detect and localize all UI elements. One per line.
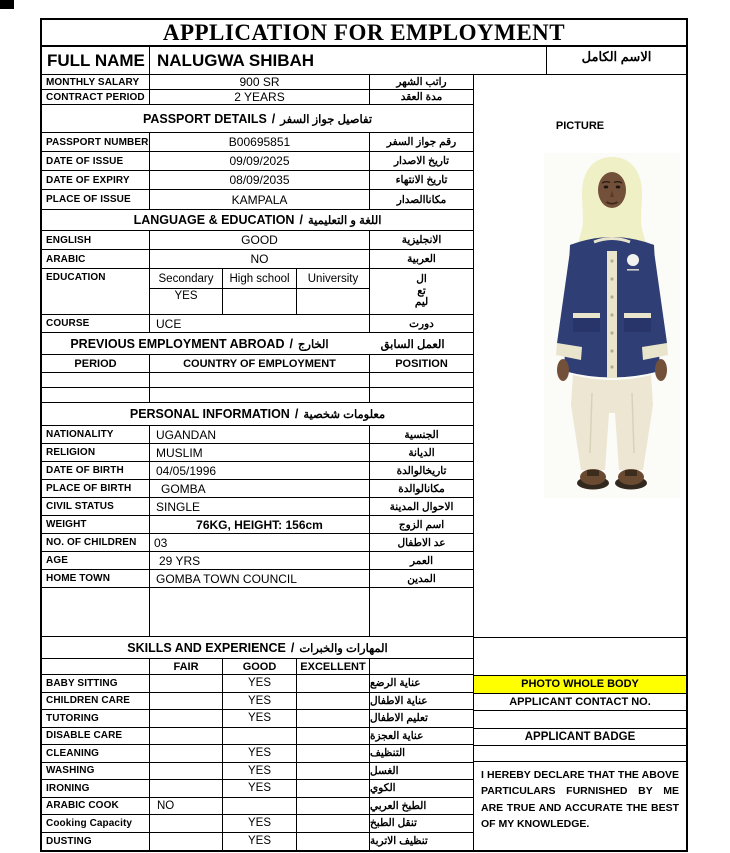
skill-label-arabic: عناية العجزة	[370, 729, 424, 742]
applicant-photo-figure	[544, 153, 680, 498]
applicant-photo	[544, 153, 680, 503]
education-row	[42, 269, 473, 315]
position-column-header: POSITION	[395, 357, 448, 370]
place-of-issue-value: KAMPALA	[150, 190, 370, 209]
education-level-secondary: Secondary	[150, 269, 223, 288]
empty-period-cell	[42, 388, 150, 402]
skill-label: CLEANING	[42, 745, 150, 762]
date-of-birth-label: DATE OF BIRTH	[42, 462, 150, 479]
education-arabic-line3: ليم	[414, 296, 429, 309]
civil-status-label: CIVIL STATUS	[42, 498, 150, 515]
previous-employment-empty-row-1	[42, 373, 473, 388]
skill-excellent	[297, 745, 370, 762]
empty-cell	[42, 588, 150, 636]
course-row	[42, 315, 473, 333]
skills-experience-header-en: SKILLS AND EXPERIENCE	[127, 640, 286, 655]
slash: /	[271, 111, 276, 126]
skill-row-children-care	[42, 693, 473, 711]
education-level-university: University	[297, 269, 370, 288]
home-town-label: HOME TOWN	[42, 570, 150, 587]
course-label-arabic: دورت	[409, 317, 434, 330]
education-levels	[150, 269, 370, 314]
skill-fair	[150, 780, 223, 797]
excellent-column-header: EXCELLENT	[297, 659, 370, 674]
religion-label-arabic: الديانة	[408, 446, 435, 459]
skill-label-arabic: الطبخ العربي	[370, 799, 427, 812]
skill-label: Cooking Capacity	[42, 815, 150, 832]
full-name-value: NALUGWA SHIBAH	[150, 47, 547, 74]
empty-cell	[150, 588, 370, 636]
skill-label: DUSTING	[42, 833, 150, 851]
slash: /	[289, 336, 293, 351]
skill-row-cleaning	[42, 745, 473, 763]
form-title	[42, 20, 686, 47]
skill-label-arabic: تعليم الاطفال	[370, 712, 428, 725]
declaration-text: I HEREBY DECLARE THAT THE ABOVE PARTICULARS FURNISHED BY ME ARE TRUE AND ACCURATE THE BEST OF MY KNOWLEDGE.	[481, 769, 679, 830]
place-of-birth-row	[42, 480, 473, 498]
badge-empty-row	[474, 746, 686, 762]
english-value: GOOD	[150, 231, 370, 249]
contract-period-value: 2 YEARS	[150, 90, 370, 104]
language-education-header-en: LANGUAGE & EDUCATION	[133, 213, 295, 227]
education-arabic-line2: تع	[417, 284, 426, 297]
children-row	[42, 534, 473, 552]
employment-application-form	[40, 18, 688, 852]
skill-fair: NO	[150, 798, 223, 815]
empty-position-cell	[370, 373, 473, 387]
nationality-row	[42, 426, 473, 444]
age-label: AGE	[42, 552, 150, 569]
skill-good: YES	[223, 710, 297, 727]
arabic-value: NO	[150, 250, 370, 268]
personal-information-header	[42, 403, 473, 426]
date-of-birth-row	[42, 462, 473, 480]
skill-label: BABY SITTING	[42, 675, 150, 692]
previous-employment-header-ar-b: العمل السابق	[380, 338, 445, 351]
skill-good: YES	[223, 815, 297, 832]
good-column-header: GOOD	[223, 659, 297, 674]
previous-employment-empty-row-2	[42, 388, 473, 403]
skill-excellent	[297, 675, 370, 692]
english-label-arabic: الانجليزية	[401, 234, 442, 246]
arabic-label-arabic: العربية	[407, 253, 436, 265]
skill-fair	[150, 815, 223, 832]
monthly-salary-value: 900 SR	[150, 75, 370, 89]
date-of-issue-label-arabic: تاريخ الاصدار	[393, 155, 450, 167]
english-row	[42, 231, 473, 250]
date-of-expiry-label: DATE OF EXPIRY	[42, 171, 150, 189]
place-of-birth-value: GOMBA	[150, 480, 370, 497]
nationality-label-arabic: الجنسية	[404, 428, 439, 441]
home-town-value: GOMBA TOWN COUNCIL	[150, 570, 370, 587]
skill-excellent	[297, 710, 370, 727]
age-value: 29 YRS	[150, 552, 370, 569]
slash: /	[299, 213, 303, 227]
skill-label-arabic: عناية الاطفال	[370, 694, 428, 707]
skill-good: YES	[223, 780, 297, 797]
skill-excellent	[297, 798, 370, 815]
page-corner-mark	[0, 0, 14, 9]
country-column-header: COUNTRY OF EMPLOYMENT	[150, 355, 370, 372]
monthly-salary-label: MONTHLY SALARY	[42, 75, 150, 89]
nationality-label: NATIONALITY	[42, 426, 150, 443]
full-name-label: FULL NAME	[42, 47, 150, 74]
arabic-row	[42, 250, 473, 269]
skill-good: YES	[223, 833, 297, 851]
weight-label-arabic: اسم الزوج	[398, 518, 445, 531]
education-arabic-line1: ال	[416, 273, 427, 286]
skills-columns-row	[42, 659, 473, 675]
skill-label: WASHING	[42, 763, 150, 780]
place-of-issue-row	[42, 190, 473, 210]
education-answer-secondary: YES	[150, 289, 223, 314]
skill-label-arabic: التنظيف	[370, 747, 406, 760]
date-of-expiry-value: 08/09/2035	[150, 171, 370, 189]
skills-empty-header-cell	[42, 659, 150, 674]
skill-row-baby-sitting	[42, 675, 473, 693]
skill-good: YES	[223, 763, 297, 780]
religion-label: RELIGION	[42, 444, 150, 461]
skill-row-cooking-capacity	[42, 815, 473, 833]
monthly-salary-label-arabic: راتب الشهر	[396, 76, 447, 88]
age-row	[42, 552, 473, 570]
previous-employment-columns-row	[42, 355, 473, 373]
weight-label: WEIGHT	[42, 516, 150, 533]
skill-fair	[150, 675, 223, 692]
skill-label: CHILDREN CARE	[42, 693, 150, 710]
weight-row	[42, 516, 473, 534]
personal-information-header-ar: معلومات شخصية	[303, 409, 386, 421]
skill-label: DISABLE CARE	[42, 728, 150, 745]
slash: /	[290, 640, 295, 655]
slash: /	[294, 407, 299, 421]
empty-position-cell	[370, 388, 473, 402]
skill-label-arabic: تنقل الطبخ	[370, 817, 417, 830]
fair-column-header: FAIR	[150, 659, 223, 674]
passport-number-label: PASSPORT NUMBER	[42, 133, 150, 151]
date-of-birth-value: 04/05/1996	[150, 462, 370, 479]
course-value: UCE	[150, 315, 370, 332]
date-of-issue-row	[42, 152, 473, 171]
skills-empty-arabic-header-cell	[370, 659, 473, 674]
weight-value: 76KG, HEIGHT: 156cm	[150, 516, 370, 533]
education-level-answers	[150, 289, 370, 314]
skill-fair	[150, 710, 223, 727]
skill-good: YES	[223, 675, 297, 692]
photo-whole-body-banner: PHOTO WHOLE BODY	[474, 676, 686, 694]
education-answer-university	[297, 289, 370, 314]
religion-row	[42, 444, 473, 462]
arabic-label: ARABIC	[42, 250, 150, 268]
applicant-badge-row: APPLICANT BADGE	[474, 729, 686, 747]
contract-period-row	[42, 90, 473, 105]
place-of-issue-label: PLACE OF ISSUE	[42, 190, 150, 209]
contract-period-label-arabic: مدة العقد	[400, 91, 443, 103]
passport-details-header	[42, 105, 473, 133]
picture-label: PICTURE	[555, 120, 605, 132]
skill-row-washing	[42, 763, 473, 781]
monthly-salary-row	[42, 75, 473, 90]
skill-row-tutoring	[42, 710, 473, 728]
skill-row-arabic-cook	[42, 798, 473, 816]
empty-country-cell	[150, 373, 370, 387]
empty-period-cell	[42, 373, 150, 387]
form-title-text: APPLICATION FOR EMPLOYMENT	[162, 20, 566, 45]
skill-good	[223, 728, 297, 745]
skill-label-arabic: تنظيف الاتربة	[370, 835, 428, 848]
religion-value: MUSLIM	[150, 444, 370, 461]
form-left-column	[42, 75, 474, 850]
skill-excellent	[297, 833, 370, 851]
skills-experience-header-ar: المهارات والخبرات	[299, 642, 388, 655]
skill-label: ARABIC COOK	[42, 798, 150, 815]
place-of-birth-label: PLACE OF BIRTH	[42, 480, 150, 497]
date-of-expiry-row	[42, 171, 473, 190]
skill-excellent	[297, 693, 370, 710]
skill-fair	[150, 763, 223, 780]
children-label-arabic: عد الاطفال	[397, 536, 446, 549]
place-of-issue-label-arabic: مكاناالصدار	[396, 193, 447, 206]
contract-period-label: CONTRACT PERIOD	[42, 90, 150, 104]
skill-row-ironing	[42, 780, 473, 798]
skill-label-arabic: عناية الرضع	[370, 677, 421, 690]
children-value: 03	[150, 534, 370, 551]
education-label: EDUCATION	[42, 269, 150, 314]
civil-status-value: SINGLE	[150, 498, 370, 515]
language-education-header-ar: اللغة و التعليمية	[307, 215, 382, 227]
passport-number-label-arabic: رقم جواز السفر	[386, 136, 457, 148]
skill-excellent	[297, 728, 370, 745]
education-label-arabic	[370, 269, 473, 314]
full-name-row	[42, 47, 686, 75]
skill-fair	[150, 833, 223, 851]
previous-employment-header-ar-a: الخارج	[297, 338, 329, 351]
date-of-expiry-label-arabic: تاريخ الانتهاء	[395, 174, 448, 186]
skill-fair	[150, 745, 223, 762]
place-of-birth-label-arabic: مكانالوالدة	[398, 482, 445, 495]
empty-country-cell	[150, 388, 370, 402]
home-town-row	[42, 570, 473, 588]
empty-cell	[370, 588, 473, 636]
civil-status-label-arabic: الاحوال المدينة	[389, 500, 454, 513]
skill-label-arabic: الغسل	[370, 764, 399, 777]
skill-good: YES	[223, 745, 297, 762]
form-body	[42, 75, 686, 850]
passport-details-header-en: PASSPORT DETAILS	[142, 111, 267, 126]
skill-row-disable-care	[42, 728, 473, 746]
date-of-issue-label: DATE OF ISSUE	[42, 152, 150, 170]
form-right-column	[474, 75, 686, 850]
previous-employment-header	[42, 333, 473, 355]
period-column-header: PERIOD	[42, 355, 150, 372]
age-label-arabic: العمر	[409, 554, 434, 567]
course-label: COURSE	[42, 315, 150, 332]
skill-row-dusting	[42, 833, 473, 851]
skill-fair	[150, 693, 223, 710]
skill-label: IRONING	[42, 780, 150, 797]
date-of-birth-label-arabic: تاريخالوالدة	[396, 464, 447, 477]
passport-number-row	[42, 133, 473, 152]
right-empty-row	[474, 638, 686, 676]
skill-good: YES	[223, 693, 297, 710]
skills-experience-header	[42, 637, 473, 659]
personal-information-header-en: PERSONAL INFORMATION	[129, 407, 290, 421]
picture-cell	[474, 75, 686, 638]
previous-employment-header-en: PREVIOUS EMPLOYMENT ABROAD	[70, 336, 285, 351]
skill-excellent	[297, 815, 370, 832]
passport-details-header-ar: تفاصيل جواز السفر	[280, 113, 373, 126]
skill-excellent	[297, 780, 370, 797]
contact-empty-row	[474, 711, 686, 729]
education-level-headers	[150, 269, 370, 289]
skill-excellent	[297, 763, 370, 780]
date-of-issue-value: 09/09/2025	[150, 152, 370, 170]
education-level-highschool: High school	[223, 269, 297, 288]
personal-information-empty-area	[42, 588, 473, 637]
home-town-label-arabic: المدين	[407, 572, 436, 585]
full-name-label-arabic: الاسم الكامل	[581, 49, 652, 64]
english-label: ENGLISH	[42, 231, 150, 249]
nationality-value: UGANDAN	[150, 426, 370, 443]
civil-status-row	[42, 498, 473, 516]
children-label: NO. OF CHILDREN	[42, 534, 150, 551]
education-answer-highschool	[223, 289, 297, 314]
skill-label: TUTORING	[42, 710, 150, 727]
applicant-contact-row: APPLICANT CONTACT NO.	[474, 694, 686, 712]
language-education-header	[42, 210, 473, 231]
skill-good	[223, 798, 297, 815]
skill-fair	[150, 728, 223, 745]
skill-label-arabic: الكوي	[370, 782, 396, 795]
passport-number-value: B00695851	[150, 133, 370, 151]
